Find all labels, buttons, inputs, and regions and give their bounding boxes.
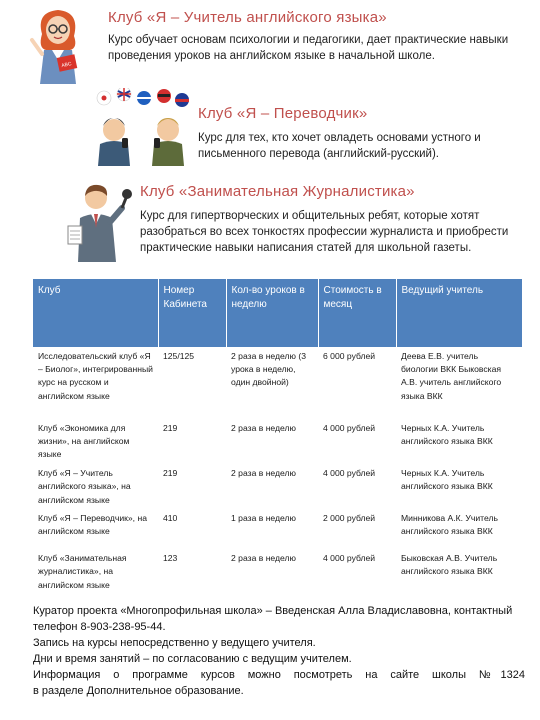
info-text-line2: в разделе Дополнительное образование. <box>33 685 244 697</box>
cell-teacher: Деева Е.В. учитель биологии ВКК Быковская А.В. учитель английского языка ВКК <box>396 347 522 419</box>
cell-room: 123 <box>158 549 226 594</box>
journalist-illustration <box>62 180 132 262</box>
teacher-illustration <box>28 4 88 86</box>
cell-club: Клуб «Экономика для жизни», на английском языке <box>33 419 158 464</box>
table-row <box>33 464 522 509</box>
header-frequency: Кол-во уроков в неделю <box>226 279 318 347</box>
schedule-text: Дни и время занятий – по согласованию с ведущим учителем. <box>33 653 352 665</box>
table-header-row <box>33 279 522 347</box>
cell-frequency: 2 раза в неделю <box>226 549 318 594</box>
club-journalism-section <box>140 182 530 256</box>
enroll-text: Запись на курсы непосредственно у ведущего учителя. <box>33 637 316 649</box>
cell-room: 125/125 <box>158 347 226 419</box>
cell-frequency: 2 раза в неделю (3 урока в неделю, один двойной) <box>226 347 318 419</box>
translators-illustration <box>92 88 192 166</box>
curator-text: Куратор проекта «Многопрофильная школа» – Введенская Алла Владиславовна, контактный телефон 8-903-238-95-44. <box>33 605 513 633</box>
cell-club: Исследовательский клуб «Я – Биолог», интегрированный курс на русском и английском языке <box>33 347 158 419</box>
clubs-table <box>33 279 523 594</box>
cell-teacher: Быковская А.В. Учитель английского языка ВКК <box>396 549 522 594</box>
table-row <box>33 549 522 594</box>
club-description: Курс обучает основам психологии и педагогики, дает практические навыки проведения уроков на английском языке в начальной школе. <box>108 34 509 62</box>
cell-cost: 2 000 рублей <box>318 509 396 549</box>
cell-frequency: 2 раза в неделю <box>226 464 318 509</box>
cell-teacher: Минникова А.К. Учитель английского языка ВКК <box>396 509 522 549</box>
club-description: Курс для гипертворческих и общительных ребят, которые хотят разобраться во всех тонкостях профессии журналиста и приобрести практические навыки написания статей для школьной газеты. <box>140 210 509 254</box>
footer-info <box>33 603 525 699</box>
cell-club: Клуб «Занимательная журналистика», на английском языке <box>33 549 158 594</box>
club-teacher-section <box>108 8 528 64</box>
cell-cost: 4 000 рублей <box>318 419 396 464</box>
table-row <box>33 347 522 419</box>
table-row <box>33 509 522 549</box>
club-translator-section <box>198 104 528 162</box>
cell-cost: 6 000 рублей <box>318 347 396 419</box>
svg-text:ABC: ABC <box>60 61 73 70</box>
cell-room: 410 <box>158 509 226 549</box>
cell-frequency: 2 раза в неделю <box>226 419 318 464</box>
header-cost: Стоимость в месяц <box>318 279 396 347</box>
cell-club: Клуб «Я – Учитель английского языка», на английском языке <box>33 464 158 509</box>
cell-teacher: Черных К.А. Учитель английского языка ВКК <box>396 419 522 464</box>
header-room: Номер Кабинета <box>158 279 226 347</box>
cell-frequency: 1 раза в неделю <box>226 509 318 549</box>
club-description: Курс для тех, кто хочет овладеть основами устного и письменного перевода (английский-русский). <box>198 132 481 160</box>
cell-cost: 4 000 рублей <box>318 549 396 594</box>
header-teacher: Ведущий учитель <box>396 279 522 347</box>
header-club: Клуб <box>33 279 158 347</box>
cell-teacher: Черных К.А. Учитель английского языка ВКК <box>396 464 522 509</box>
cell-cost: 4 000 рублей <box>318 464 396 509</box>
club-title: Клуб «Я – Переводчик» <box>198 105 368 122</box>
info-text-line1: Информация о программе курсов можно посмотреть на сайте школы №1324 <box>33 669 525 681</box>
club-title: Клуб «Занимательная Журналистика» <box>140 183 415 200</box>
table-row <box>33 419 522 464</box>
cell-club: Клуб «Я – Переводчик», на английском языке <box>33 509 158 549</box>
cell-room: 219 <box>158 464 226 509</box>
club-title: Клуб «Я – Учитель английского языка» <box>108 9 387 26</box>
cell-room: 219 <box>158 419 226 464</box>
